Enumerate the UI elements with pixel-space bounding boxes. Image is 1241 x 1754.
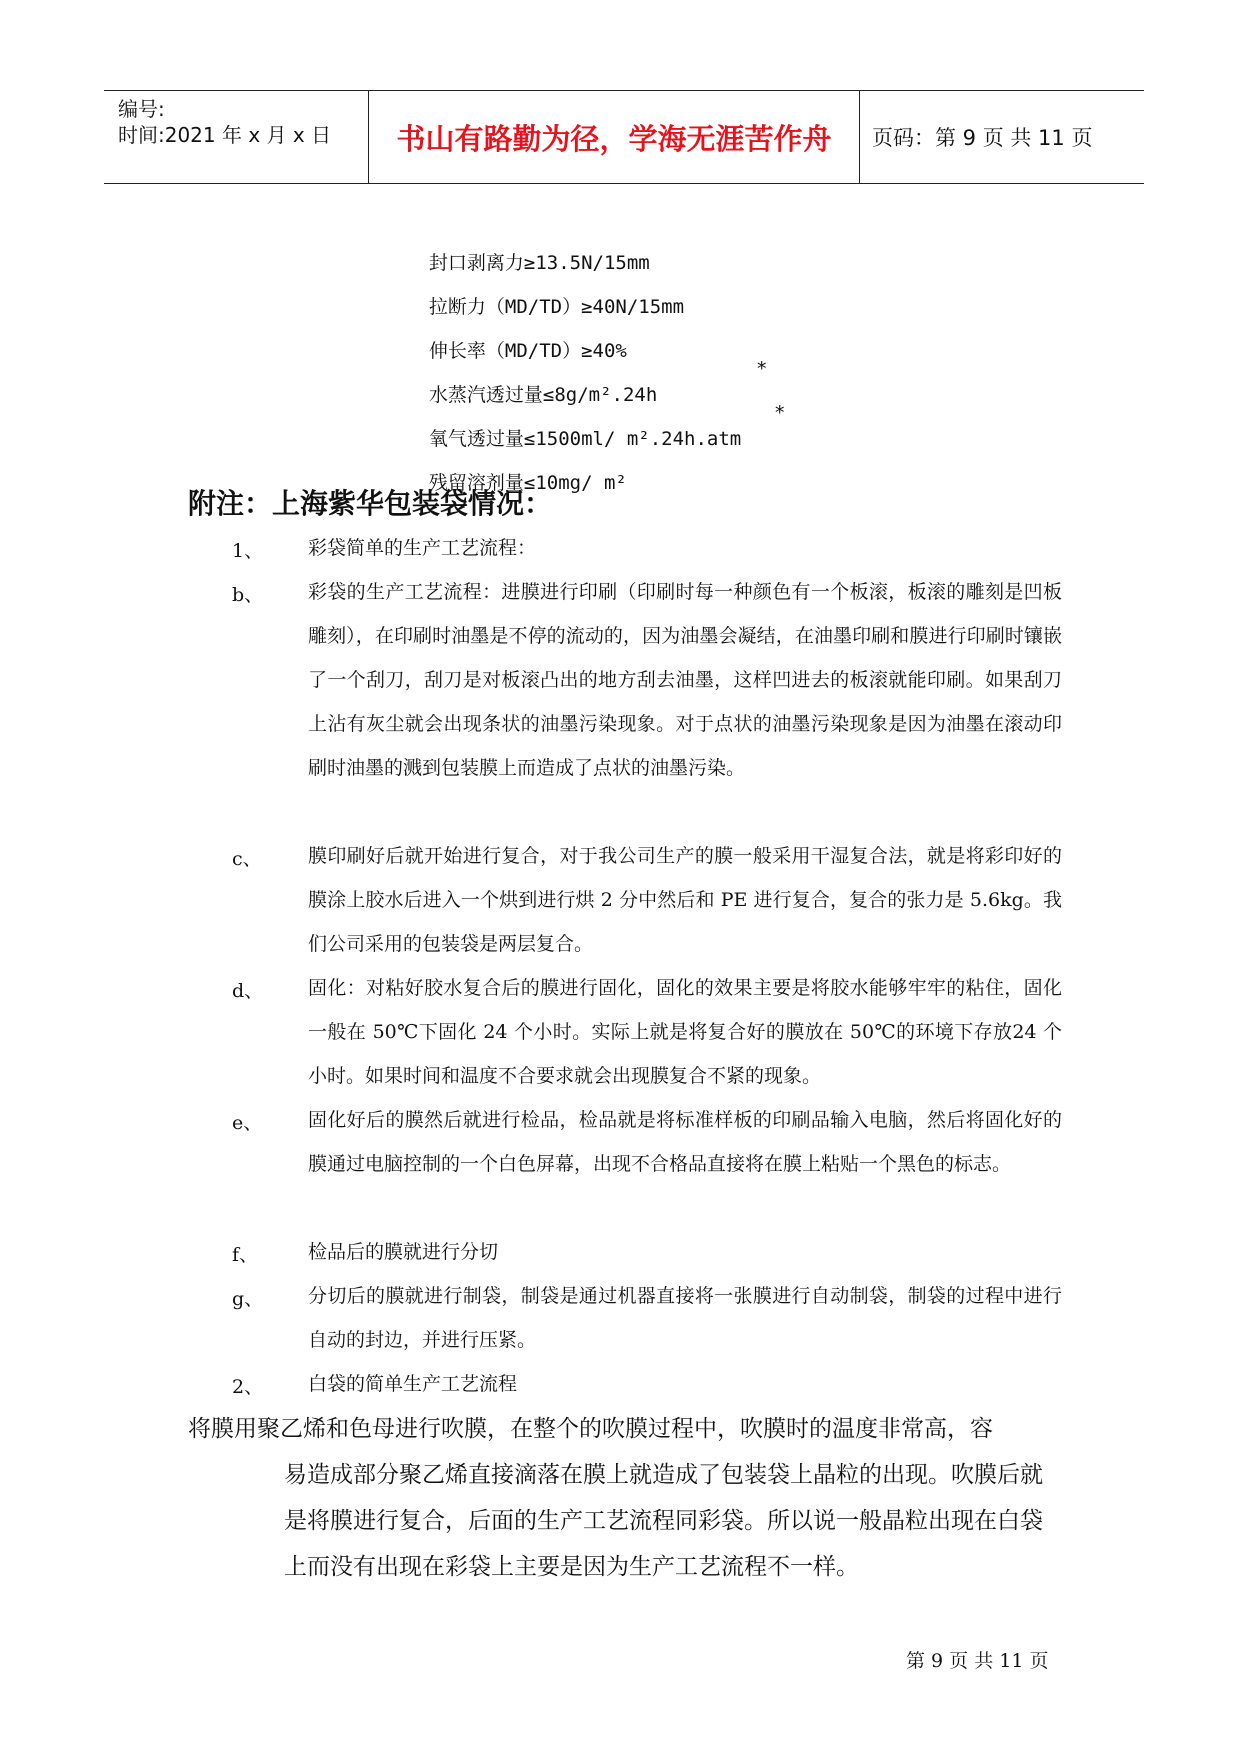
closing-paragraph [188,1406,1060,1590]
spec-line [406,226,650,275]
list-marker: e、 [232,1112,263,1134]
section-title: 附注：上海紫华包装袋情况： [188,487,553,520]
document-time-label: 时间:2021 年 x 月 x 日 [118,123,332,147]
header-page-number [860,91,1144,183]
spec-text: 拉断力（MD/TD）≥40N/15mm [428,296,685,318]
list-item-text: 分切后的膜就进行制袋，制袋是通过机器直接将一张膜进行自动制袋，制袋的过程中进行自动的封边，并进行压紧。 [308,1285,1062,1351]
document-number-label: 编号: [118,97,165,121]
page-footer: 第 9 页 共 11 页 [906,1650,1049,1672]
spec-star-mark: * [756,358,768,380]
spec-text: 氧气透过量≤1500ml/ m².24h.atm [428,428,742,450]
spec-text: 水蒸汽透过量≤8g/m².24h [428,384,658,406]
header-left-cell [104,91,368,183]
list-item-text: 膜印刷好后就开始进行复合，对于我公司生产的膜一般采用干湿复合法，就是将彩印好的膜涂上胶水后进入一个烘到进行烘 2 分中然后和 PE 进行复合，复合的张力是 5.6kg。我们公司采用的包装袋是两层复合。 [308,845,1062,955]
list-marker: g、 [232,1288,264,1310]
list-item-text: 固化好后的膜然后就进行检品，检品就是将标准样板的印刷品输入电脑，然后将固化好的膜通过电脑控制的一个白色屏幕，出现不合格品直接将在膜上粘贴一个黑色的标志。 [308,1109,1062,1175]
page-number-label: 页码：第 9 页 共 11 页 [872,126,1093,150]
list-item-text: 固化：对粘好胶水复合后的膜进行固化，固化的效果主要是将胶水能够牢牢的粘住，固化一般在 50℃下固化 24 个小时。实际上就是将复合好的膜放在 50℃的环境下存放24 个小时。如果时间和温度不合要求就会出现膜复合不紧的现象。 [308,977,1062,1087]
spec-line [406,270,684,319]
spec-star-mark: * [774,402,786,424]
spec-text: 残留溶剂量≤10mg/ m² [428,472,627,494]
list-item-text: 彩袋的生产工艺流程：进膜进行印刷（印刷时每一种颜色有一个板滚，板滚的雕刻是凹板雕刻），在印刷时油墨是不停的流动的，因为油墨会凝结，在油墨印刷和膜进行印刷时镶嵌了一个刮刀，刮刀是对板滚凸出的地方刮去油墨，这样凹进去的板滚就能印刷。如果刮刀上沾有灰尘就会出现条状的油墨污染现象。对于点状的油墨污染现象是因为油墨在滚动印刷时油墨的溅到包装膜上而造成了点状的油墨污染。 [308,581,1062,779]
spec-text: 伸长率（MD/TD）≥40% [428,340,627,362]
list-marker: 1、 [232,540,264,562]
list-marker: f、 [232,1244,259,1266]
closing-paragraph-first-line: 将膜用聚乙烯和色母进行吹膜，在整个的吹膜过程中，吹膜时的温度非常高，容 [188,1416,993,1442]
spec-text: 封口剥离力≥13.5N/15mm [428,252,650,274]
spec-line [406,314,627,363]
list-item-text: 白袋的简单生产工艺流程 [308,1373,518,1395]
list-marker: c、 [232,848,262,870]
list-item-text: 检品后的膜就进行分切 [308,1241,499,1263]
list-marker: d、 [232,980,264,1002]
closing-paragraph-rest: 易造成部分聚乙烯直接滴落在膜上就造成了包装袋上晶粒的出现。吹膜后就是将膜进行复合，后面的生产工艺流程同彩袋。所以说一般晶粒出现在白袋上而没有出现在彩袋上主要是因为生产工艺流程不一样。 [284,1462,1043,1580]
page-header [104,90,1144,184]
list-marker: 2、 [232,1376,264,1398]
header-motto: 书山有路勤为径，学海无涯苦作舟 [368,91,860,183]
list-marker: b、 [232,584,264,606]
list-item-text: 彩袋简单的生产工艺流程： [308,537,537,559]
